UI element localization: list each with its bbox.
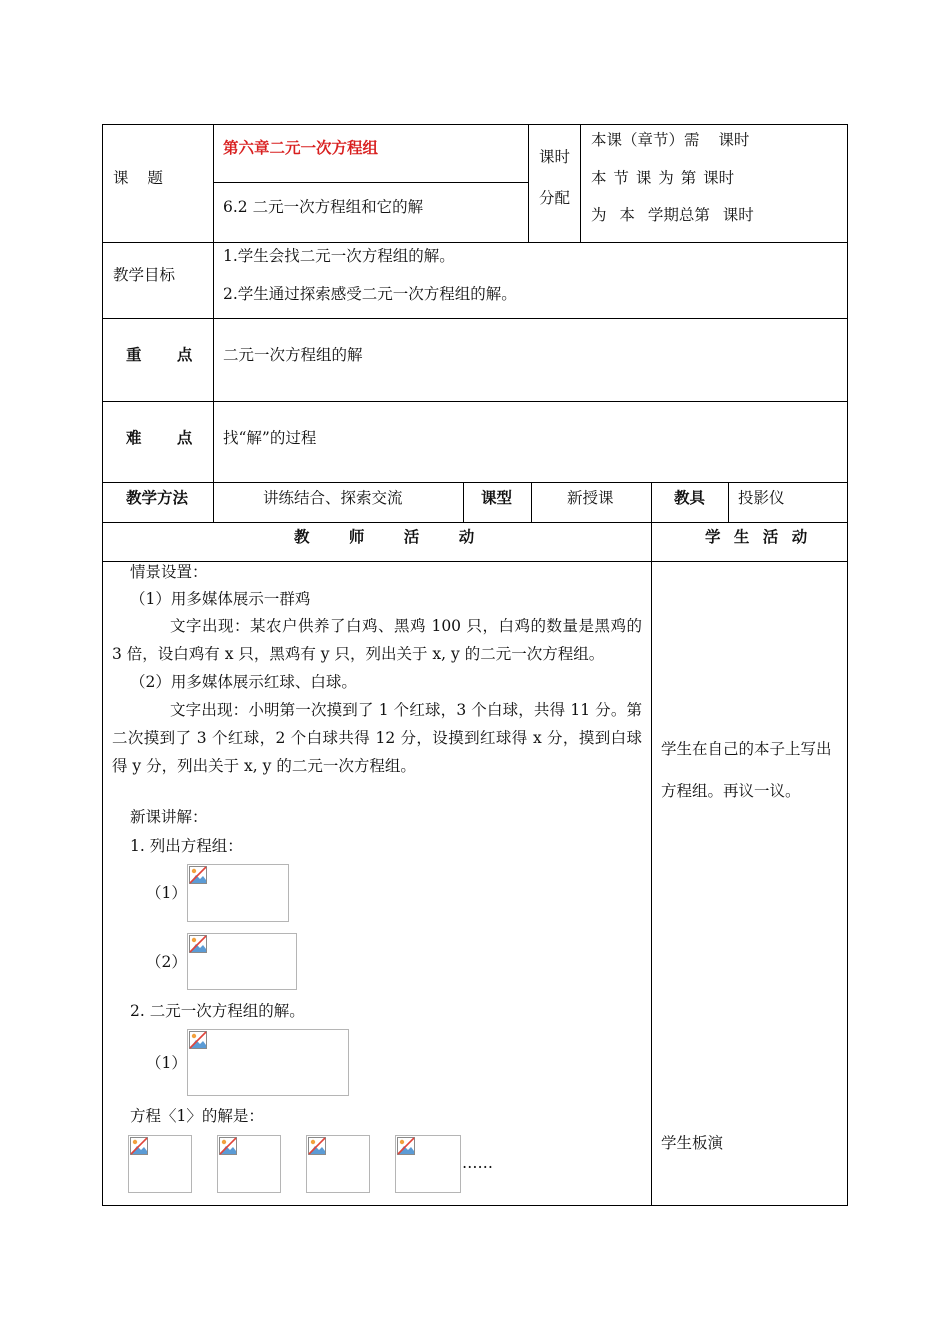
- equation-system-image: [187, 933, 297, 990]
- period-total: 为 本 学期总第 课时: [591, 206, 754, 224]
- step-1-item-b-label: （2）: [146, 953, 187, 971]
- period-label-line1: 课时: [539, 148, 571, 166]
- period-label-line2: 分配: [539, 189, 571, 207]
- scene-item-2-title: （2）用多媒体展示红球、白球。: [130, 673, 357, 691]
- col-divider: [213, 482, 214, 523]
- step-1-item-a-label: （1）: [146, 884, 187, 902]
- student-note-board: 学生板演: [661, 1134, 724, 1152]
- solution-label: 方程〈1〉的解是：: [130, 1107, 264, 1125]
- title-split-line: [213, 182, 529, 183]
- goal-item: 2.学生通过探索感受二元一次方程组的解。: [223, 285, 517, 303]
- col-divider: [531, 482, 532, 523]
- period-required: 本课（章节）需 课时: [591, 131, 750, 149]
- teacher-activity-header: 教 师 活 动: [294, 527, 475, 546]
- scene-item-1-text: 文字出现：某农户供养了白鸡、黑鸡 100 只，白鸡的数量是黑鸡的 3 倍，设白鸡有 x 只，黑鸡有 y 只，列出关于 x, y 的二元一次方程组。: [112, 617, 642, 663]
- col-divider: [213, 124, 214, 483]
- period-this-lesson: 本 节 课 为 第 课时: [591, 169, 735, 187]
- method-value: 讲练结合、探索交流: [263, 489, 403, 507]
- goal-item: 1.学生会找二元一次方程组的解。: [223, 247, 455, 265]
- broken-image-icon: [189, 935, 207, 953]
- table-border-left: [102, 124, 103, 1206]
- col-divider: [651, 522, 652, 1206]
- col-divider: [651, 482, 652, 523]
- solution-image: [217, 1135, 281, 1193]
- lesson-type-label: 课型: [481, 488, 513, 507]
- difficulty-label: 难 点: [126, 428, 193, 447]
- lesson-type-value: 新授课: [567, 489, 614, 507]
- new-lesson-title: 新课讲解：: [130, 808, 208, 826]
- step-2-item-a-label: （1）: [146, 1054, 187, 1072]
- scene-title: 情景设置：: [130, 563, 208, 581]
- broken-image-icon: [189, 1031, 207, 1049]
- broken-image-icon: [189, 866, 207, 884]
- col-divider: [728, 482, 729, 523]
- topic-label: 课 题: [113, 169, 163, 187]
- broken-image-icon: [219, 1137, 237, 1155]
- difficulty-text: 找“解”的过程: [223, 429, 317, 447]
- solution-image: [306, 1135, 370, 1193]
- student-activity-header: 学 生 活 动: [705, 527, 808, 546]
- student-note-write: 学生在自己的本子上写出方程组。再议一议。: [661, 740, 832, 800]
- scene-item-1-title: （1）用多媒体展示一群鸡: [130, 590, 311, 608]
- row-divider: [102, 561, 848, 562]
- col-divider: [463, 482, 464, 523]
- solution-image: [395, 1135, 461, 1193]
- col-divider: [580, 124, 581, 243]
- chapter-title: 第六章二元一次方程组: [223, 138, 379, 157]
- key-point-label: 重 点: [126, 345, 193, 364]
- step-1-title: 1. 列出方程组：: [130, 837, 243, 855]
- method-label: 教学方法: [126, 488, 189, 507]
- table-border-right: [847, 124, 848, 1206]
- equation-system-image: [187, 1029, 349, 1096]
- teaching-aid-label: 教具: [674, 488, 706, 507]
- solution-image: [128, 1135, 192, 1193]
- section-title: 6.2 二元一次方程组和它的解: [223, 198, 424, 216]
- teaching-aid-value: 投影仪: [738, 489, 785, 507]
- col-divider: [528, 124, 529, 243]
- broken-image-icon: [308, 1137, 326, 1155]
- ellipsis: ……: [462, 1154, 493, 1172]
- equation-system-image: [187, 864, 289, 922]
- broken-image-icon: [130, 1137, 148, 1155]
- scene-item-2-text: 文字出现：小明第一次摸到了 1 个红球，3 个白球，共得 11 分。第二次摸到了 3 个红球，2 个白球共得 12 分，设摸到红球得 x 分，摸到白球得 y 分，列出关于 x, y 的二元一次方程组。: [112, 701, 642, 775]
- key-point-text: 二元一次方程组的解: [223, 346, 363, 364]
- step-2-title: 2. 二元一次方程组的解。: [130, 1002, 305, 1020]
- table-border-bottom: [102, 1205, 848, 1206]
- goals-label: 教学目标: [113, 266, 176, 284]
- broken-image-icon: [397, 1137, 415, 1155]
